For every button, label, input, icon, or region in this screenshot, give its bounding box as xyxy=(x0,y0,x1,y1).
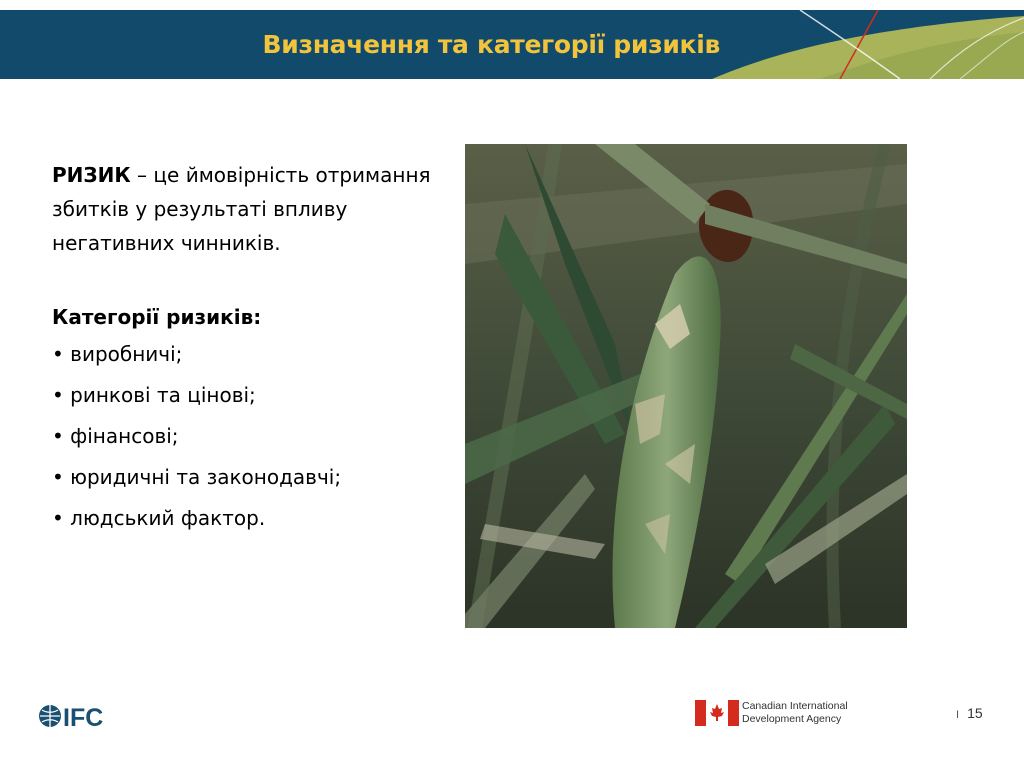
list-item: • виробничі; xyxy=(52,342,183,366)
slide-header xyxy=(0,10,1024,79)
categories-list xyxy=(52,340,432,532)
slide-content xyxy=(52,158,432,545)
page-number: 15 xyxy=(967,705,983,721)
definition-term: РИЗИК xyxy=(52,163,131,187)
list-item: • юридичні та законодавчі; xyxy=(52,465,342,489)
list-item: • ринкові та цінові; xyxy=(52,383,256,407)
cida-line-1: Canadian International xyxy=(742,700,848,712)
canada-flag-icon xyxy=(695,700,739,726)
slide-title: Визначення та категорії ризиків xyxy=(262,30,720,59)
categories-title: Категорії ризиків: xyxy=(52,305,262,329)
definition-text: – це ймовірність отримання збитків у результаті впливу негативних чинників. xyxy=(52,163,431,255)
ifc-wordmark: IFC xyxy=(63,704,104,730)
damaged-corn-photo xyxy=(465,144,907,628)
ifc-logo xyxy=(38,702,112,730)
list-item: • фінансові; xyxy=(52,424,179,448)
page-indicator xyxy=(956,705,983,721)
risk-definition xyxy=(52,158,432,260)
cida-line-2: Development Agency xyxy=(742,713,842,725)
list-item: • людський фактор. xyxy=(52,506,266,530)
cida-label xyxy=(742,700,848,726)
page-separator: I xyxy=(956,709,960,721)
